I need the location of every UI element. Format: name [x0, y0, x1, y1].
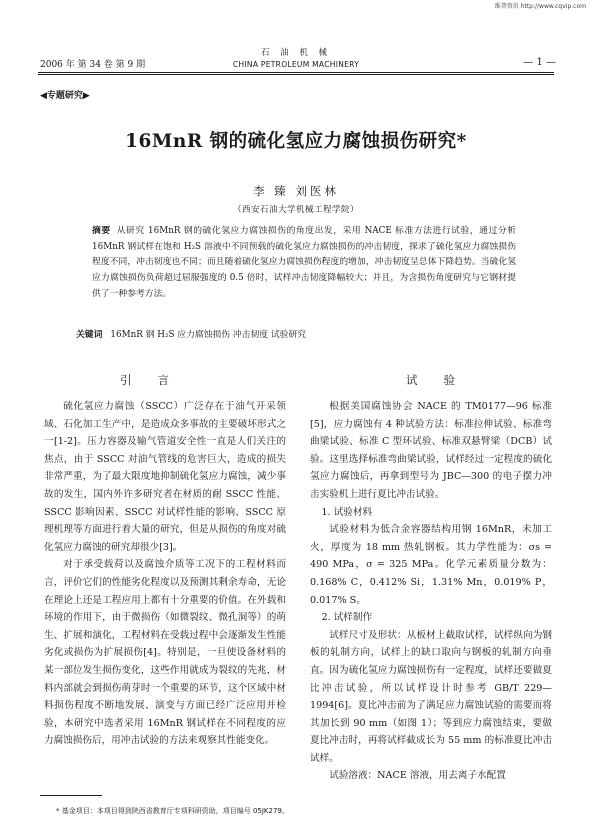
subsection-materials: 1. 试验材料	[321, 506, 373, 518]
right-column	[310, 398, 552, 785]
affiliation: （西安石油大学机械工程学院）	[232, 205, 359, 215]
experiment-heading: 试验	[406, 373, 481, 387]
page-number: — 1 —	[523, 57, 556, 68]
keywords	[76, 327, 306, 340]
solution-paragraph: 试验溶液：NACE 溶液，用去离子水配置	[329, 770, 506, 782]
specimen-paragraph: 试样尺寸及形状：从板材上截取试样，试样纵向为钢板的轧制方向，试样上的缺口取向与钢板的轧制方向垂直。因为硫化氢应力腐蚀损伤有一定程度，试样还要做夏比冲击试验，所以试样设计时参考 GB/T 229—1994[6]。夏比冲击前为了满足应力腐蚀试验的需要而将其加长到 90 mm（如图 1）；等到应力腐蚀结束，要做夏比冲击时，再将试样截成长为 55 mm 的标准夏比冲击试样。	[310, 629, 552, 764]
experiment-intro: 根据美国腐蚀协会 NACE 的 TM0177—96 标准[5]，应力腐蚀有 4 种试验方法：标准拉伸试验、标准弯曲梁试验、标准 C 型环试验、标准双悬臂梁（DCB）试验。这里选择标准弯曲梁试验，试样经过一定程度的硫化氢应力腐蚀后，再拿到型号为 JBC—300 的电子摆力冲击实验机上进行夏比冲击试验。	[310, 401, 552, 500]
keywords-text: 16MnR 钢 H₂S 应力腐蚀损伤 冲击韧度 试验研究	[110, 330, 307, 340]
section-tag: ◀专题研究▶	[40, 91, 90, 101]
materials-paragraph: 试验材料为低合金容器结构用钢 16MnR，未加工火，厚度为 18 mm 热轧钢板。其力学性能为：σs = 490 MPa，σ = 325 MPa。化学元素质量分数为：0.168% C，0.412% Si，1.31% Mn，0.019% P，0.017% S。	[310, 524, 552, 606]
header-rule	[38, 72, 554, 73]
journal-name-cn: 石 油 机 械	[260, 48, 332, 58]
keywords-label: 关键词	[76, 330, 103, 340]
issue-info: 2006 年 第 34 卷 第 9 期	[40, 60, 146, 70]
subsection-specimen: 2. 试样制作	[321, 612, 373, 624]
abstract-label: 摘要	[92, 226, 111, 236]
journal-name-en: CHINA PETROLEUM MACHINERY	[232, 60, 360, 69]
abstract	[92, 224, 516, 303]
intro-paragraph-1: 硫化氢应力腐蚀（SSCC）广泛存在于油气开采领域、石化加工生产中，是造成众多事故的主要破坏形式之一[1-2]。压力容器及输气管道安全性一直是人们关注的焦点，由于 SSCC 对油气管线的危害巨大，造成的损失非常严重，为了最大限度地抑制硫化氢应力腐蚀，减少事故的发生，国内外许多研究者在材质的耐 SSCC 性能、SSCC 影响因素、SSCC 对试样性能的影响、SSCC 原理机理等方面进行着大量的研究，但是从损伤的角度对硫化氢应力腐蚀的研究却很少[3]。	[44, 401, 286, 553]
left-column	[44, 398, 286, 750]
watermark: 维普资讯 http://www.cqvip.com	[494, 3, 586, 10]
journal-header	[0, 46, 592, 69]
header-rule-thin	[38, 74, 554, 75]
footnote-rule	[40, 795, 102, 796]
footnote: * 基金项目：本项目得到陕西省教育厅专项科研资助，项目编号 05JK279。	[56, 807, 289, 815]
abstract-text: 从研究 16MnR 钢的硫化氢应力腐蚀损伤的角度出发，采用 NACE 标准方法进行试验，通过分析 16MnR 钢试样在饱和 H₂S 溶液中不同预载的硫化氢应力腐蚀损伤的冲击韧度，探求了硫化氢应力腐蚀损伤程度不同，冲击韧度也不同；而且随着硫化氢应力腐蚀损伤程度的增加，冲击韧度呈总体下降趋势。当硫化氢应力腐蚀损伤负荷超过屈服强度的 0.5 倍时，试样冲击韧度降幅较大；并且，为含损伤角度研究与它钢材提供了一种参考方法。	[92, 226, 516, 299]
authors: 李 臻 刘医林	[253, 184, 339, 198]
intro-heading: 引言	[120, 373, 195, 387]
paper-title: 16MnR 钢的硫化氢应力腐蚀损伤研究*	[125, 131, 467, 152]
intro-paragraph-2: 对于承受载荷以及腐蚀介质等工况下的工程材料而言，评价它们的性能劣化程度以及预测其剩余寿命，无论在理论上还是工程应用上都有十分重要的价值。在外载和环境的作用下，由于微损伤（如微裂纹、微孔洞等）的萌生、扩展和演化，工程材料在受载过程中会逐渐发生性能劣化或损伤为扩展损伤[4]。特别是，一旦使设备材料的某一部位发生损伤变化，这些作用就成为裂纹的先兆，材料内部就会到损伤萌芽时一个重要的环节，这个区域中材料损伤程度不断地发展、演变与方面已经广泛应用并检验，本研究中选者采用 16MnR 钢试样在不同程度的应力腐蚀损伤后，用冲击试验的方法来观察其性能变化。	[44, 559, 286, 747]
